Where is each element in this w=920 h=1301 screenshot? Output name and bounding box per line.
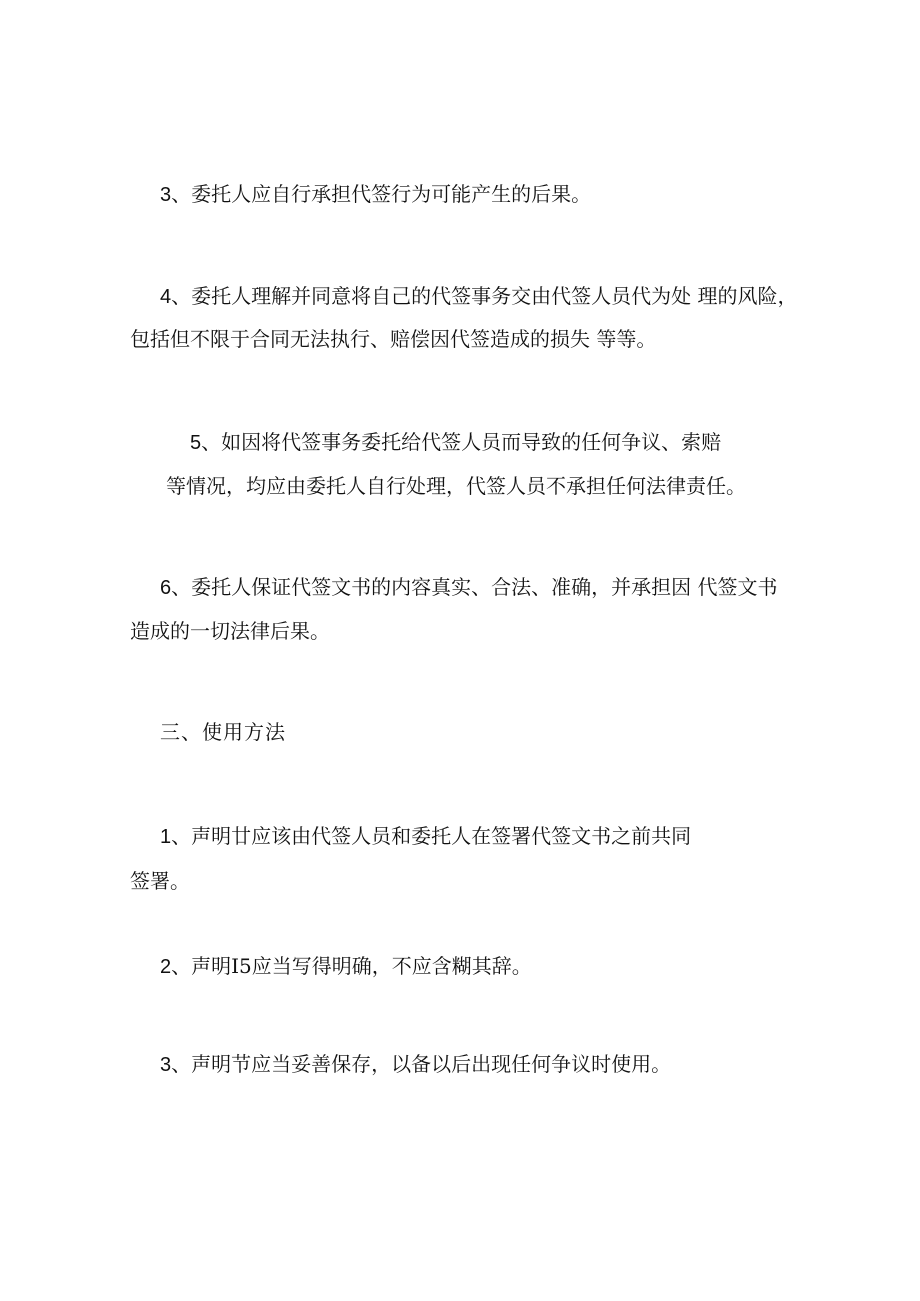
item-3-line-1 xyxy=(160,182,591,207)
usage-item-1-line-2 xyxy=(130,869,190,893)
item-text: 包括但不限于合同无法执行、赔偿因代签造成的损失 等等。 xyxy=(130,327,657,351)
item-number: 6 xyxy=(160,577,172,599)
item-text: 造成的一切法律后果。 xyxy=(130,619,330,643)
item-number: 5 xyxy=(190,432,202,454)
item-text: 、如因将代签事务委托给代签人员而导致的任何争议、索赔 xyxy=(201,430,722,454)
item-number: 1 xyxy=(160,826,172,848)
item-text: 等情况，均应由委托人自行处理，代签人员不承担任何法律责任。 xyxy=(166,474,746,498)
item-5-line-2 xyxy=(166,474,746,498)
usage-item-3-line-1 xyxy=(160,1052,671,1077)
item-6-line-1 xyxy=(160,575,777,600)
section-heading: 三、使用方法 xyxy=(160,720,286,744)
item-number: 3 xyxy=(160,1054,172,1076)
usage-item-2-line-1 xyxy=(160,954,532,979)
item-number: 2 xyxy=(160,956,172,978)
item-text: 、声明廿应该由代签人员和委托人在签署代签文书之前共同 xyxy=(171,824,692,848)
item-text: 、委托人保证代签文书的内容真实、合法、准确，并承担因 代签文书 xyxy=(171,575,778,599)
item-6-line-2 xyxy=(130,619,330,643)
item-text: 、声明I5应当写得明确，不应含糊其辞。 xyxy=(171,954,532,978)
usage-item-1-line-1 xyxy=(160,824,691,849)
item-4-line-2 xyxy=(130,327,656,351)
item-text: 、委托人应自行承担代签行为可能产生的后果。 xyxy=(171,182,592,206)
item-text: 、委托人理解并同意将自己的代签事务交由代签人员代为处 理的风险， xyxy=(171,284,798,308)
item-5-line-1 xyxy=(190,430,721,455)
item-number: 3 xyxy=(160,184,172,206)
item-4-line-1 xyxy=(160,284,797,309)
item-number: 4 xyxy=(160,286,172,308)
item-text: 、声明节应当妥善保存，以备以后出现任何争议时使用。 xyxy=(171,1052,672,1076)
item-text: 签署。 xyxy=(130,869,190,893)
